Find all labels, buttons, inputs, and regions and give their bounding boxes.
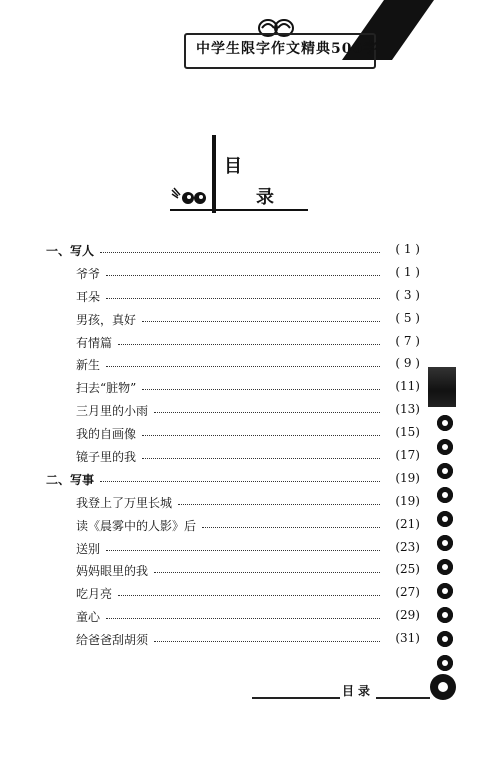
toc-page-number: ( 5 ) — [395, 310, 420, 325]
toc-page-number: (21) — [395, 516, 420, 531]
toc-page-number: ( 9 ) — [395, 356, 420, 371]
toc-entry-row — [0, 286, 504, 309]
toc-page-number: (11) — [395, 379, 420, 394]
toc-entry-title: 男孩，真好 — [76, 312, 137, 327]
side-dot-icon — [437, 607, 453, 623]
side-dot-icon — [437, 559, 453, 575]
toc-entry-title: 镜子里的我 — [76, 450, 137, 465]
toc-leader-dots — [106, 618, 380, 619]
large-dot-icon — [430, 674, 456, 700]
toc-entry-row — [0, 538, 504, 561]
toc-entry-row — [0, 515, 504, 538]
toc-leader-dots — [118, 595, 380, 596]
footer-label: 目录 — [342, 684, 375, 698]
toc-entry-title: 二、写事 — [46, 472, 95, 487]
toc-leader-dots — [106, 275, 380, 276]
toc-entry-row — [0, 309, 504, 332]
toc-page-number: (25) — [395, 562, 420, 577]
toc-heading-char-2: 录 — [256, 187, 274, 208]
side-dot-icon — [437, 583, 453, 599]
toc-heading-horizontal-rule — [170, 209, 308, 211]
book-title: 中学生限字作文精典500字 — [196, 41, 379, 57]
toc-entry-title: 送别 — [76, 541, 101, 556]
toc-page-number: (19) — [395, 493, 420, 508]
toc-page-number: (29) — [395, 608, 420, 623]
toc-page-number: (27) — [395, 585, 420, 600]
toc-page-number: ( 7 ) — [395, 333, 420, 348]
side-dot-icon — [437, 535, 453, 551]
toc-leader-dots — [154, 572, 380, 573]
toc-entry-title: 爷爷 — [76, 266, 101, 281]
toc-leader-dots — [202, 527, 380, 528]
eyes-ornament-icon — [170, 186, 210, 206]
toc-entry-title: 新生 — [76, 358, 101, 373]
toc-entry-row — [0, 606, 504, 629]
toc-section-row — [0, 469, 504, 492]
toc-leader-dots — [106, 298, 380, 299]
toc-entry-title: 三月里的小雨 — [76, 404, 149, 419]
toc-entry-row — [0, 629, 504, 652]
toc-entry-title: 耳朵 — [76, 289, 101, 304]
table-of-contents — [0, 240, 504, 652]
toc-section-row — [0, 240, 504, 263]
toc-leader-dots — [178, 504, 380, 505]
side-dot-icon — [437, 463, 453, 479]
toc-entry-title: 吃月亮 — [76, 587, 113, 602]
toc-entry-title: 读《晨雾中的人影》后 — [76, 518, 197, 533]
toc-entry-row — [0, 423, 504, 446]
toc-page-number: (23) — [395, 539, 420, 554]
toc-entry-title: 有情篇 — [76, 335, 113, 350]
toc-leader-dots — [106, 366, 380, 367]
toc-entry-title: 我的自画像 — [76, 427, 137, 442]
toc-page-number: (15) — [395, 425, 420, 440]
toc-leader-dots — [142, 321, 380, 322]
toc-entry-title: 给爸爸刮胡须 — [76, 633, 149, 648]
side-tab-marker — [428, 367, 456, 407]
toc-heading-vertical-rule — [212, 135, 216, 213]
toc-leader-dots — [106, 550, 380, 551]
toc-page-number: (17) — [395, 448, 420, 463]
toc-entry-row — [0, 446, 504, 469]
toc-entry-row — [0, 560, 504, 583]
toc-entry-title: 我登上了万里长城 — [76, 495, 173, 510]
toc-page-number: ( 1 ) — [395, 264, 420, 279]
toc-entry-title: 一、写人 — [46, 244, 95, 258]
toc-page-number: (13) — [395, 402, 420, 417]
side-dot-icon — [437, 439, 453, 455]
toc-leader-dots — [142, 435, 380, 436]
toc-leader-dots — [142, 458, 380, 459]
toc-leader-dots — [100, 252, 380, 253]
toc-leader-dots — [100, 481, 380, 482]
toc-leader-dots — [142, 389, 380, 390]
toc-heading-char-1: 目 — [224, 156, 242, 177]
side-dot-icon — [437, 631, 453, 647]
toc-entry-title: 妈妈眼里的我 — [76, 564, 149, 579]
toc-entry-row — [0, 263, 504, 286]
side-dot-icon — [437, 487, 453, 503]
side-dot-icon — [437, 655, 453, 671]
toc-page-number: ( 1 ) — [395, 242, 420, 256]
toc-entry-title: 扫去“脏物” — [76, 381, 137, 396]
toc-leader-dots — [118, 344, 380, 345]
toc-entry-row — [0, 332, 504, 355]
side-dot-icon — [437, 511, 453, 527]
toc-entry-title: 童心 — [76, 610, 101, 625]
toc-leader-dots — [154, 641, 380, 642]
toc-entry-row — [0, 583, 504, 606]
side-dot-icon — [437, 415, 453, 431]
toc-page-number: ( 3 ) — [395, 287, 420, 302]
toc-page-number: (19) — [395, 470, 420, 485]
toc-leader-dots — [154, 412, 380, 413]
toc-entry-row — [0, 492, 504, 515]
toc-page-number: (31) — [395, 631, 420, 646]
